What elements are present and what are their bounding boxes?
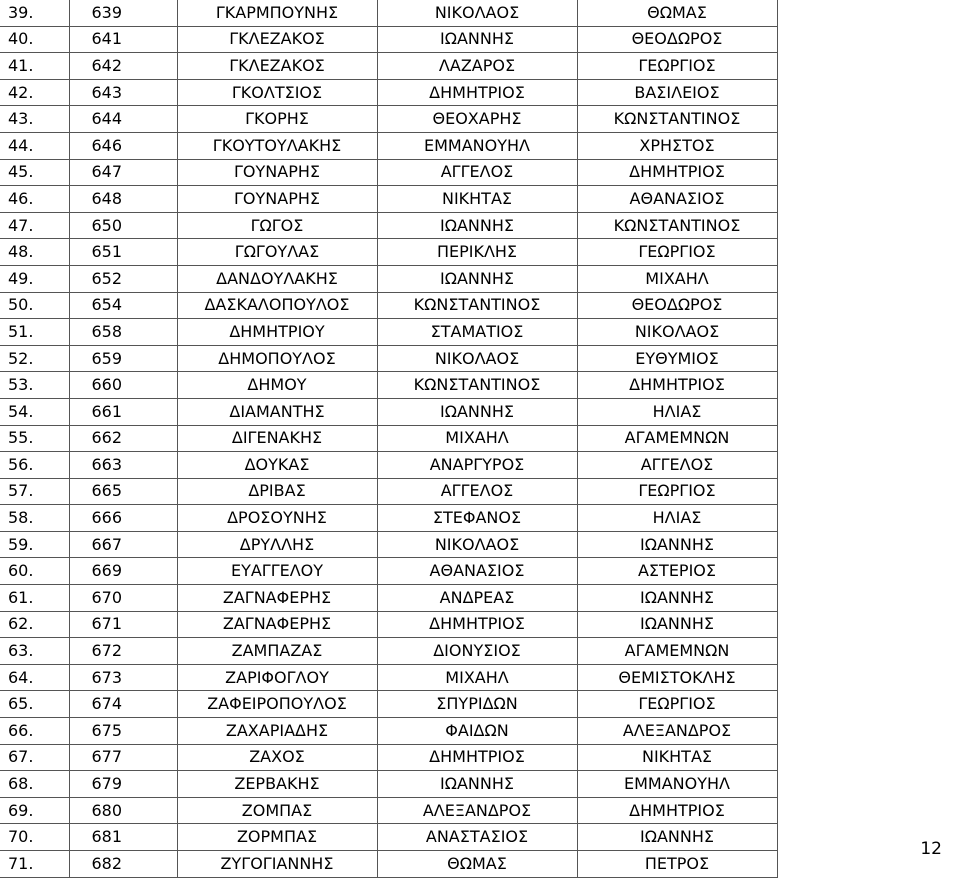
row-surname: ΔΗΜΟΥ: [177, 372, 377, 399]
table-row: [0, 398, 777, 425]
row-code: 667: [69, 531, 177, 558]
row-first-name: ΙΩΑΝΝΗΣ: [377, 771, 577, 798]
row-surname: ΔΑΣΚΑΛΟΠΟΥΛΟΣ: [177, 292, 377, 319]
row-number: 39.: [0, 0, 69, 26]
row-code: 654: [69, 292, 177, 319]
row-first-name: ΜΙΧΑΗΛ: [377, 425, 577, 452]
table-row: [0, 132, 777, 159]
row-father-name: ΓΕΩΡΓΙΟΣ: [577, 239, 777, 266]
row-first-name: ΑΓΓΕΛΟΣ: [377, 159, 577, 186]
row-code: 658: [69, 319, 177, 346]
row-first-name: ΕΜΜΑΝΟΥΗΛ: [377, 132, 577, 159]
row-code: 671: [69, 611, 177, 638]
row-first-name: ΦΑΙΔΩΝ: [377, 718, 577, 745]
row-code: 679: [69, 771, 177, 798]
row-surname: ΓΚΟΥΤΟΥΛΑΚΗΣ: [177, 132, 377, 159]
row-first-name: ΑΛΕΞΑΝΔΡΟΣ: [377, 797, 577, 824]
row-code: 660: [69, 372, 177, 399]
row-father-name: ΓΕΩΡΓΙΟΣ: [577, 691, 777, 718]
row-surname: ΓΩΓΟΥΛΑΣ: [177, 239, 377, 266]
row-father-name: ΘΕΜΙΣΤΟΚΛΗΣ: [577, 664, 777, 691]
row-surname: ΖΑΓΝΑΦΕΡΗΣ: [177, 611, 377, 638]
row-number: 43.: [0, 106, 69, 133]
table-row: [0, 664, 777, 691]
table-row: [0, 26, 777, 53]
row-code: 677: [69, 744, 177, 771]
row-number: 70.: [0, 824, 69, 851]
row-surname: ΕΥΑΓΓΕΛΟΥ: [177, 558, 377, 585]
table-row: [0, 585, 777, 612]
row-surname: ΓΩΓΟΣ: [177, 212, 377, 239]
table-row: [0, 106, 777, 133]
row-surname: ΓΚΛΕΖΑΚΟΣ: [177, 26, 377, 53]
row-code: 647: [69, 159, 177, 186]
row-number: 60.: [0, 558, 69, 585]
table-row: [0, 452, 777, 479]
row-number: 48.: [0, 239, 69, 266]
row-surname: ΖΑΧΑΡΙΑΔΗΣ: [177, 718, 377, 745]
row-number: 52.: [0, 345, 69, 372]
row-number: 67.: [0, 744, 69, 771]
row-first-name: ΑΝΑΡΓΥΡΟΣ: [377, 452, 577, 479]
row-father-name: ΑΣΤΕΡΙΟΣ: [577, 558, 777, 585]
row-surname: ΔΙΓΕΝΑΚΗΣ: [177, 425, 377, 452]
row-code: 674: [69, 691, 177, 718]
row-first-name: ΙΩΑΝΝΗΣ: [377, 26, 577, 53]
table-row: [0, 558, 777, 585]
row-father-name: ΝΙΚΗΤΑΣ: [577, 744, 777, 771]
row-first-name: ΣΤΑΜΑΤΙΟΣ: [377, 319, 577, 346]
row-father-name: ΓΕΩΡΓΙΟΣ: [577, 53, 777, 80]
row-number: 63.: [0, 638, 69, 665]
row-first-name: ΣΤΕΦΑΝΟΣ: [377, 505, 577, 532]
table-row: [0, 691, 777, 718]
table-row: [0, 159, 777, 186]
row-first-name: ΠΕΡΙΚΛΗΣ: [377, 239, 577, 266]
table-row: [0, 186, 777, 213]
row-first-name: ΛΑΖΑΡΟΣ: [377, 53, 577, 80]
row-code: 662: [69, 425, 177, 452]
row-first-name: ΔΗΜΗΤΡΙΟΣ: [377, 611, 577, 638]
row-number: 55.: [0, 425, 69, 452]
row-first-name: ΙΩΑΝΝΗΣ: [377, 265, 577, 292]
row-first-name: ΑΝΑΣΤΑΣΙΟΣ: [377, 824, 577, 851]
row-number: 45.: [0, 159, 69, 186]
row-code: 670: [69, 585, 177, 612]
table-row: [0, 718, 777, 745]
row-surname: ΖΑΡΙΦΟΓΛΟΥ: [177, 664, 377, 691]
row-surname: ΓΚΛΕΖΑΚΟΣ: [177, 53, 377, 80]
row-first-name: ΙΩΑΝΝΗΣ: [377, 398, 577, 425]
row-number: 68.: [0, 771, 69, 798]
row-first-name: ΑΘΑΝΑΣΙΟΣ: [377, 558, 577, 585]
row-number: 50.: [0, 292, 69, 319]
row-number: 62.: [0, 611, 69, 638]
row-surname: ΓΚΟΡΗΣ: [177, 106, 377, 133]
row-first-name: ΔΗΜΗΤΡΙΟΣ: [377, 744, 577, 771]
row-father-name: ΕΥΘΥΜΙΟΣ: [577, 345, 777, 372]
row-father-name: ΑΓΑΜΕΜΝΩΝ: [577, 638, 777, 665]
table-row: [0, 744, 777, 771]
row-first-name: ΑΝΔΡΕΑΣ: [377, 585, 577, 612]
table-row: [0, 345, 777, 372]
table-row: [0, 824, 777, 851]
row-code: 652: [69, 265, 177, 292]
row-code: 663: [69, 452, 177, 479]
row-father-name: ΚΩΝΣΤΑΝΤΙΝΟΣ: [577, 212, 777, 239]
row-number: 61.: [0, 585, 69, 612]
row-code: 659: [69, 345, 177, 372]
row-father-name: ΧΡΗΣΤΟΣ: [577, 132, 777, 159]
row-code: 669: [69, 558, 177, 585]
row-father-name: ΚΩΝΣΤΑΝΤΙΝΟΣ: [577, 106, 777, 133]
row-first-name: ΔΗΜΗΤΡΙΟΣ: [377, 79, 577, 106]
row-code: 650: [69, 212, 177, 239]
row-code: 643: [69, 79, 177, 106]
row-first-name: ΝΙΚΟΛΑΟΣ: [377, 0, 577, 26]
row-father-name: ΕΜΜΑΝΟΥΗΛ: [577, 771, 777, 798]
row-surname: ΔΟΥΚΑΣ: [177, 452, 377, 479]
row-surname: ΖΟΜΠΑΣ: [177, 797, 377, 824]
row-code: 666: [69, 505, 177, 532]
row-father-name: ΔΗΜΗΤΡΙΟΣ: [577, 372, 777, 399]
row-surname: ΓΟΥΝΑΡΗΣ: [177, 159, 377, 186]
table-row: [0, 505, 777, 532]
table-row: [0, 239, 777, 266]
row-first-name: ΝΙΚΟΛΑΟΣ: [377, 531, 577, 558]
row-father-name: ΑΘΑΝΑΣΙΟΣ: [577, 186, 777, 213]
row-surname: ΖΑΓΝΑΦΕΡΗΣ: [177, 585, 377, 612]
row-father-name: ΘΕΟΔΩΡΟΣ: [577, 26, 777, 53]
row-number: 42.: [0, 79, 69, 106]
row-number: 69.: [0, 797, 69, 824]
row-number: 54.: [0, 398, 69, 425]
row-surname: ΓΚΟΛΤΣΙΟΣ: [177, 79, 377, 106]
table-row: [0, 319, 777, 346]
table-row: [0, 79, 777, 106]
row-number: 57.: [0, 478, 69, 505]
row-father-name: ΑΓΑΜΕΜΝΩΝ: [577, 425, 777, 452]
row-code: 682: [69, 851, 177, 878]
row-surname: ΔΗΜΟΠΟΥΛΟΣ: [177, 345, 377, 372]
row-surname: ΔΡΟΣΟΥΝΗΣ: [177, 505, 377, 532]
row-father-name: ΔΗΜΗΤΡΙΟΣ: [577, 159, 777, 186]
table-row: [0, 797, 777, 824]
row-number: 46.: [0, 186, 69, 213]
row-father-name: ΙΩΑΝΝΗΣ: [577, 585, 777, 612]
row-code: 661: [69, 398, 177, 425]
row-number: 64.: [0, 664, 69, 691]
row-surname: ΔΡΥΛΛΗΣ: [177, 531, 377, 558]
row-number: 53.: [0, 372, 69, 399]
row-number: 49.: [0, 265, 69, 292]
row-father-name: ΜΙΧΑΗΛ: [577, 265, 777, 292]
row-number: 56.: [0, 452, 69, 479]
row-number: 71.: [0, 851, 69, 878]
row-first-name: ΔΙΟΝΥΣΙΟΣ: [377, 638, 577, 665]
row-code: 675: [69, 718, 177, 745]
row-first-name: ΙΩΑΝΝΗΣ: [377, 212, 577, 239]
row-number: 58.: [0, 505, 69, 532]
row-surname: ΔΗΜΗΤΡΙΟΥ: [177, 319, 377, 346]
row-father-name: ΙΩΑΝΝΗΣ: [577, 824, 777, 851]
row-father-name: ΑΓΓΕΛΟΣ: [577, 452, 777, 479]
row-first-name: ΣΠΥΡΙΔΩΝ: [377, 691, 577, 718]
row-surname: ΓΚΑΡΜΠΟΥΝΗΣ: [177, 0, 377, 26]
row-father-name: ΓΕΩΡΓΙΟΣ: [577, 478, 777, 505]
row-father-name: ΗΛΙΑΣ: [577, 505, 777, 532]
row-code: 673: [69, 664, 177, 691]
row-father-name: ΙΩΑΝΝΗΣ: [577, 611, 777, 638]
row-code: 651: [69, 239, 177, 266]
row-father-name: ΠΕΤΡΟΣ: [577, 851, 777, 878]
row-code: 681: [69, 824, 177, 851]
table-row: [0, 531, 777, 558]
row-first-name: ΝΙΚΟΛΑΟΣ: [377, 345, 577, 372]
row-number: 51.: [0, 319, 69, 346]
row-surname: ΔΡΙΒΑΣ: [177, 478, 377, 505]
table-row: [0, 425, 777, 452]
row-code: 648: [69, 186, 177, 213]
row-number: 47.: [0, 212, 69, 239]
row-code: 672: [69, 638, 177, 665]
table-row: [0, 638, 777, 665]
row-code: 641: [69, 26, 177, 53]
row-surname: ΖΑΦΕΙΡΟΠΟΥΛΟΣ: [177, 691, 377, 718]
table-row: [0, 851, 777, 878]
table-row: [0, 0, 777, 26]
table-row: [0, 265, 777, 292]
row-surname: ΖΕΡΒΑΚΗΣ: [177, 771, 377, 798]
row-first-name: ΚΩΝΣΤΑΝΤΙΝΟΣ: [377, 292, 577, 319]
row-father-name: ΒΑΣΙΛΕΙΟΣ: [577, 79, 777, 106]
row-first-name: ΑΓΓΕΛΟΣ: [377, 478, 577, 505]
row-father-name: ΝΙΚΟΛΑΟΣ: [577, 319, 777, 346]
row-number: 65.: [0, 691, 69, 718]
row-father-name: ΑΛΕΞΑΝΔΡΟΣ: [577, 718, 777, 745]
table-row: [0, 212, 777, 239]
page-number: 12: [920, 839, 942, 859]
row-code: 646: [69, 132, 177, 159]
row-surname: ΔΙΑΜΑΝΤΗΣ: [177, 398, 377, 425]
row-first-name: ΘΕΟΧΑΡΗΣ: [377, 106, 577, 133]
row-father-name: ΘΩΜΑΣ: [577, 0, 777, 26]
row-code: 665: [69, 478, 177, 505]
table-row: [0, 771, 777, 798]
row-surname: ΖΑΧΟΣ: [177, 744, 377, 771]
row-father-name: ΙΩΑΝΝΗΣ: [577, 531, 777, 558]
row-number: 41.: [0, 53, 69, 80]
row-father-name: ΔΗΜΗΤΡΙΟΣ: [577, 797, 777, 824]
row-surname: ΖΟΡΜΠΑΣ: [177, 824, 377, 851]
row-surname: ΖΥΓΟΓΙΑΝΝΗΣ: [177, 851, 377, 878]
table-row: [0, 372, 777, 399]
row-number: 59.: [0, 531, 69, 558]
row-number: 40.: [0, 26, 69, 53]
row-first-name: ΘΩΜΑΣ: [377, 851, 577, 878]
row-first-name: ΝΙΚΗΤΑΣ: [377, 186, 577, 213]
row-code: 642: [69, 53, 177, 80]
table-row: [0, 292, 777, 319]
row-surname: ΖΑΜΠΑΖΑΣ: [177, 638, 377, 665]
table-row: [0, 478, 777, 505]
row-father-name: ΗΛΙΑΣ: [577, 398, 777, 425]
row-code: 639: [69, 0, 177, 26]
row-code: 644: [69, 106, 177, 133]
row-code: 680: [69, 797, 177, 824]
row-surname: ΓΟΥΝΑΡΗΣ: [177, 186, 377, 213]
row-surname: ΔΑΝΔΟΥΛΑΚΗΣ: [177, 265, 377, 292]
row-first-name: ΚΩΝΣΤΑΝΤΙΝΟΣ: [377, 372, 577, 399]
row-number: 44.: [0, 132, 69, 159]
table-row: [0, 611, 777, 638]
row-first-name: ΜΙΧΑΗΛ: [377, 664, 577, 691]
table-row: [0, 53, 777, 80]
row-father-name: ΘΕΟΔΩΡΟΣ: [577, 292, 777, 319]
row-number: 66.: [0, 718, 69, 745]
